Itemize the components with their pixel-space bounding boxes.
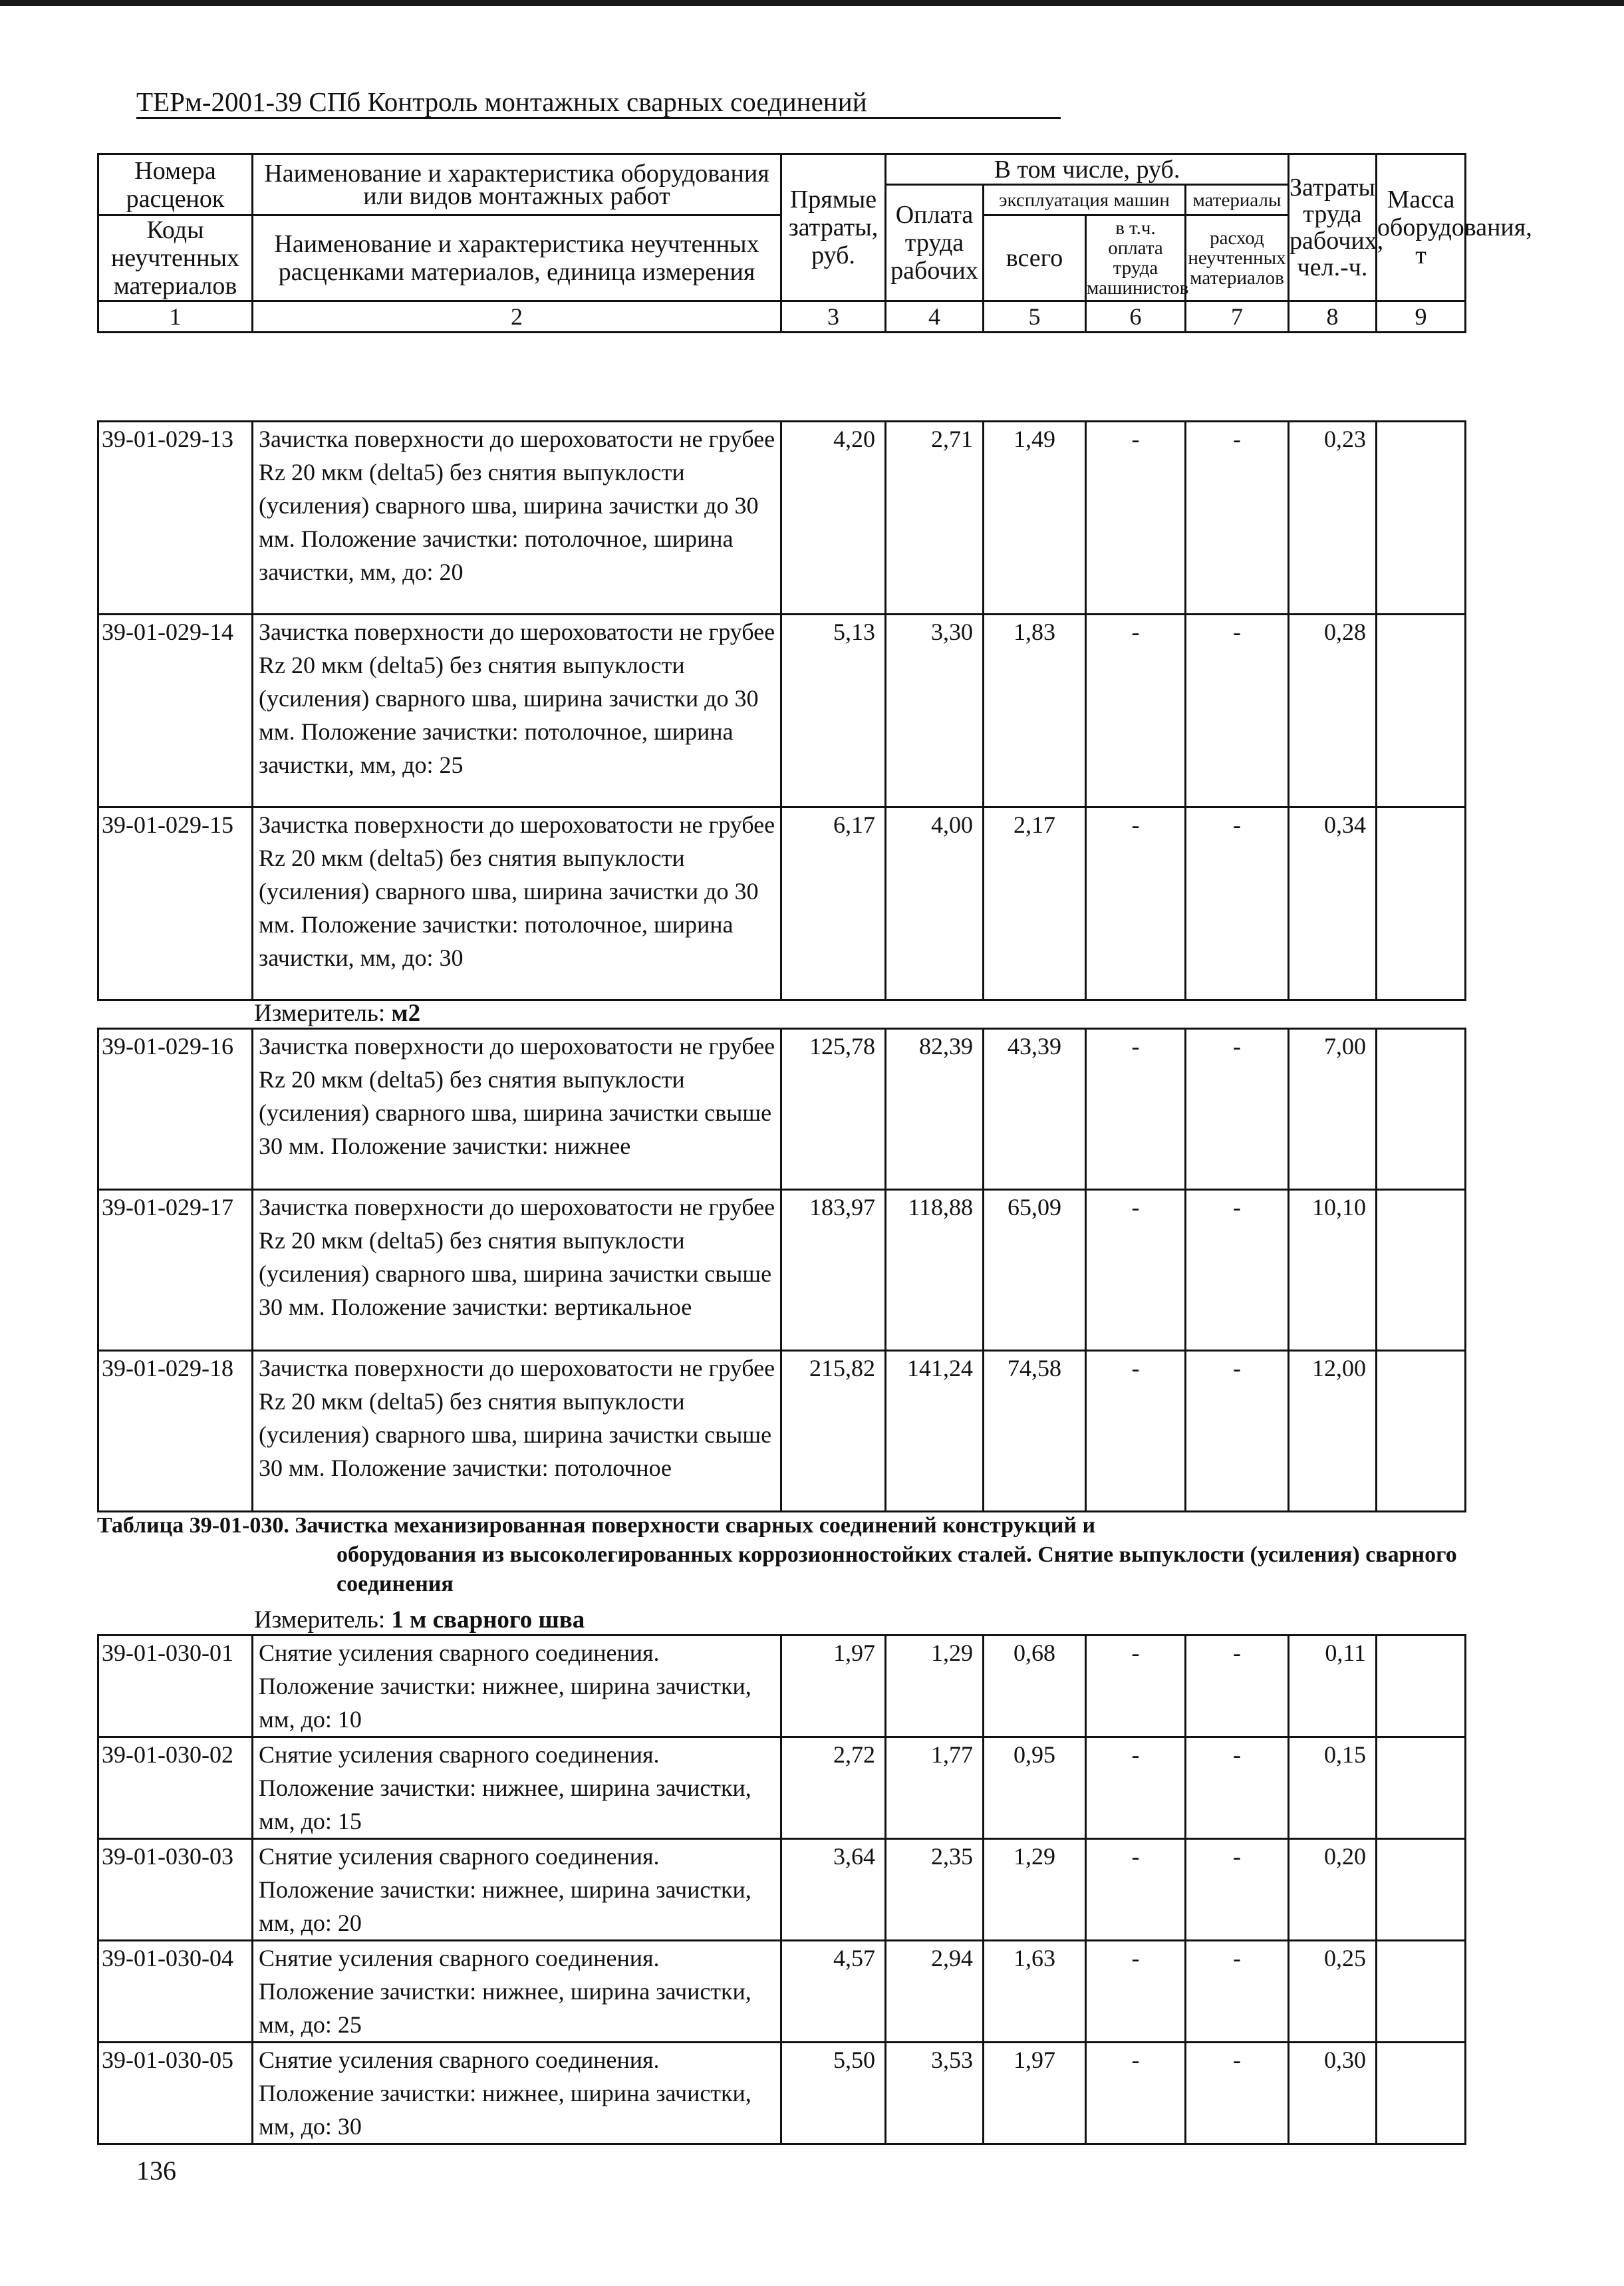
equipment-mass-value <box>1377 422 1466 615</box>
header-direct-costs: Прямые затраты, руб. <box>781 154 886 301</box>
work-description: Зачистка поверхности до шероховатости не грубее Rz 20 мкм (delta5) без снятия выпуклости (усиления) сварного шва, ширина зачистки свыше 30 мм. Положение зачистки: потолочное <box>253 1351 781 1512</box>
material-usage-value: - <box>1186 1351 1289 1512</box>
material-usage-value: - <box>1186 1029 1289 1190</box>
machines-total-value: 0,95 <box>984 1737 1086 1839</box>
machines-total-value: 1,49 <box>984 422 1086 615</box>
machinist-pay-value: - <box>1086 2043 1186 2144</box>
title-underline <box>136 117 1061 119</box>
table-row <box>98 1029 1466 1190</box>
col-number: 1 <box>98 301 253 333</box>
equipment-mass-value <box>1377 1351 1466 1512</box>
rate-code: 39-01-030-04 <box>98 1941 253 2043</box>
work-description: Снятие усиления сварного соединения. Положение зачистки: нижнее, ширина зачистки, мм, до: 15 <box>253 1737 781 1839</box>
table-row <box>98 1190 1466 1351</box>
work-description: Снятие усиления сварного соединения. Положение зачистки: нижнее, ширина зачистки, мм, до: 20 <box>253 1839 781 1941</box>
equipment-mass-value <box>1377 1941 1466 2043</box>
labor-hours-value: 0,34 <box>1289 807 1377 1000</box>
labor-hours-value: 12,00 <box>1289 1351 1377 1512</box>
worker-pay-value: 118,88 <box>886 1190 984 1351</box>
equipment-mass-value <box>1377 1029 1466 1190</box>
material-usage-value: - <box>1186 1190 1289 1351</box>
machines-total-value: 1,83 <box>984 615 1086 807</box>
equipment-mass-value <box>1377 1636 1466 1737</box>
col-number: 8 <box>1289 301 1377 333</box>
header-worker-pay: Оплата труда рабочих <box>886 185 984 301</box>
col-number: 6 <box>1086 301 1186 333</box>
measure-label: Измеритель: <box>254 1606 386 1634</box>
equipment-mass-value <box>1377 2043 1466 2144</box>
work-description: Снятие усиления сварного соединения. Положение зачистки: нижнее, ширина зачистки, мм, до: 30 <box>253 2043 781 2144</box>
col-number: 3 <box>781 301 886 333</box>
machinist-pay-value: - <box>1086 1839 1186 1941</box>
material-usage-value: - <box>1186 615 1289 807</box>
machinist-pay-value: - <box>1086 1351 1186 1512</box>
worker-pay-value: 1,77 <box>886 1737 984 1839</box>
machines-total-value: 2,17 <box>984 807 1086 1000</box>
machinist-pay-value: - <box>1086 807 1186 1000</box>
equipment-mass-value <box>1377 1839 1466 1941</box>
material-usage-value: - <box>1186 1941 1289 2043</box>
work-description: Зачистка поверхности до шероховатости не грубее Rz 20 мкм (delta5) без снятия выпуклости (усиления) сварного шва, ширина зачистки до 30 мм. Положение зачистки: потолочное, ширина зачистки, мм, до: 30 <box>253 807 781 1000</box>
work-description: Зачистка поверхности до шероховатости не грубее Rz 20 мкм (delta5) без снятия выпуклости (усиления) сварного шва, ширина зачистки свыше 30 мм. Положение зачистки: нижнее <box>253 1029 781 1190</box>
rate-code: 39-01-029-17 <box>98 1190 253 1351</box>
table-row <box>98 1941 1466 2043</box>
labor-hours-value: 0,25 <box>1289 1941 1377 2043</box>
col-number: 4 <box>886 301 984 333</box>
rates-table-b <box>97 1028 1466 1512</box>
header-labor-hours: Затраты труда рабочих, чел.-ч. <box>1289 154 1377 301</box>
equipment-mass-value <box>1377 807 1466 1000</box>
direct-costs-value: 4,20 <box>781 422 886 615</box>
table-row <box>98 422 1466 615</box>
table-row <box>98 1737 1466 1839</box>
labor-hours-value: 0,11 <box>1289 1636 1377 1737</box>
work-description: Зачистка поверхности до шероховатости не грубее Rz 20 мкм (delta5) без снятия выпуклости (усиления) сварного шва, ширина зачистки свыше 30 мм. Положение зачистки: вертикальное <box>253 1190 781 1351</box>
worker-pay-value: 3,53 <box>886 2043 984 2144</box>
header-machines: эксплуатация машин <box>984 185 1186 215</box>
header-codes: Номера расценок <box>98 154 253 215</box>
direct-costs-value: 215,82 <box>781 1351 886 1512</box>
worker-pay-value: 2,35 <box>886 1839 984 1941</box>
material-usage-value: - <box>1186 1737 1289 1839</box>
work-description: Снятие усиления сварного соединения. Положение зачистки: нижнее, ширина зачистки, мм, до: 25 <box>253 1941 781 2043</box>
equipment-mass-value <box>1377 1737 1466 1839</box>
machinist-pay-value: - <box>1086 1190 1186 1351</box>
worker-pay-value: 4,00 <box>886 807 984 1000</box>
worker-pay-value: 141,24 <box>886 1351 984 1512</box>
header-machinist-pay: в т.ч. оплата труда машинистов <box>1086 215 1186 301</box>
header-material-codes: Коды неучтенных материалов <box>98 215 253 301</box>
table-row <box>98 1636 1466 1737</box>
header-including: В том числе, руб. <box>886 154 1289 185</box>
rates-table-a <box>97 420 1466 1001</box>
direct-costs-value: 5,50 <box>781 2043 886 2144</box>
machinist-pay-value: - <box>1086 1737 1186 1839</box>
measure-unit-note <box>254 1604 585 1636</box>
machines-total-value: 1,63 <box>984 1941 1086 2043</box>
direct-costs-value: 1,97 <box>781 1636 886 1737</box>
table-caption <box>97 1511 1464 1599</box>
col-number: 9 <box>1377 301 1466 333</box>
direct-costs-value: 3,64 <box>781 1839 886 1941</box>
measure-unit: м2 <box>391 1000 421 1027</box>
table-row <box>98 1839 1466 1941</box>
header-work-name: Наименование и характеристика оборудования или видов монтажных работ <box>253 154 781 215</box>
rate-code: 39-01-029-15 <box>98 807 253 1000</box>
direct-costs-value: 2,72 <box>781 1737 886 1839</box>
scan-top-edge <box>0 0 1624 6</box>
table-row <box>98 615 1466 807</box>
material-usage-value: - <box>1186 2043 1289 2144</box>
machinist-pay-value: - <box>1086 615 1186 807</box>
page-number: 136 <box>136 2156 176 2186</box>
direct-costs-value: 183,97 <box>781 1190 886 1351</box>
machines-total-value: 0,68 <box>984 1636 1086 1737</box>
table-row <box>98 2043 1466 2144</box>
worker-pay-value: 2,94 <box>886 1941 984 2043</box>
material-usage-value: - <box>1186 422 1289 615</box>
table-caption-rest: оборудования из высоколегированных коррозионностойких сталей. Снятие выпуклости (усиления) сварного соединения <box>337 1542 1457 1596</box>
work-description: Зачистка поверхности до шероховатости не грубее Rz 20 мкм (delta5) без снятия выпуклости (усиления) сварного шва, ширина зачистки до 30 мм. Положение зачистки: потолочное, ширина зачистки, мм, до: 25 <box>253 615 781 807</box>
material-usage-value: - <box>1186 807 1289 1000</box>
col-number: 5 <box>984 301 1086 333</box>
machines-total-value: 1,97 <box>984 2043 1086 2144</box>
header-material-usage: расход неучтенных материалов <box>1186 215 1289 301</box>
direct-costs-value: 125,78 <box>781 1029 886 1190</box>
worker-pay-value: 3,30 <box>886 615 984 807</box>
labor-hours-value: 0,30 <box>1289 2043 1377 2144</box>
equipment-mass-value <box>1377 1190 1466 1351</box>
measure-unit-note <box>254 998 420 1030</box>
measure-label: Измеритель: <box>254 1000 386 1027</box>
machinist-pay-value: - <box>1086 1941 1186 2043</box>
table-row <box>98 807 1466 1000</box>
direct-costs-value: 5,13 <box>781 615 886 807</box>
equipment-mass-value <box>1377 615 1466 807</box>
rate-code: 39-01-030-01 <box>98 1636 253 1737</box>
rate-code: 39-01-029-16 <box>98 1029 253 1190</box>
worker-pay-value: 1,29 <box>886 1636 984 1737</box>
work-description: Снятие усиления сварного соединения. Положение зачистки: нижнее, ширина зачистки, мм, до: 10 <box>253 1636 781 1737</box>
machinist-pay-value: - <box>1086 1029 1186 1190</box>
header-materials: материалы <box>1186 185 1289 215</box>
rate-code: 39-01-029-18 <box>98 1351 253 1512</box>
worker-pay-value: 82,39 <box>886 1029 984 1190</box>
measure-unit: 1 м сварного шва <box>391 1606 585 1634</box>
labor-hours-value: 0,28 <box>1289 615 1377 807</box>
header-machines-total: всего <box>984 215 1086 301</box>
col-number: 7 <box>1186 301 1289 333</box>
machines-total-value: 65,09 <box>984 1190 1086 1351</box>
machines-total-value: 1,29 <box>984 1839 1086 1941</box>
rate-code: 39-01-029-14 <box>98 615 253 807</box>
material-usage-value: - <box>1186 1636 1289 1737</box>
labor-hours-value: 10,10 <box>1289 1190 1377 1351</box>
header-equipment-mass: Масса оборудования, т <box>1377 154 1466 301</box>
material-usage-value: - <box>1186 1839 1289 1941</box>
rates-table-c <box>97 1634 1466 2145</box>
machines-total-value: 43,39 <box>984 1029 1086 1190</box>
machinist-pay-value: - <box>1086 422 1186 615</box>
labor-hours-value: 7,00 <box>1289 1029 1377 1190</box>
running-title: ТЕРм-2001-39 СПб Контроль монтажных сварных соединений <box>136 86 867 117</box>
column-header-table <box>97 153 1532 333</box>
rate-code: 39-01-030-05 <box>98 2043 253 2144</box>
direct-costs-value: 4,57 <box>781 1941 886 2043</box>
col-number: 2 <box>253 301 781 333</box>
header-material-name: Наименование и характеристика неучтенных расценками материалов, единица измерения <box>253 215 781 301</box>
labor-hours-value: 0,15 <box>1289 1737 1377 1839</box>
worker-pay-value: 2,71 <box>886 422 984 615</box>
table-caption-line1: Таблица 39-01-030. Зачистка механизированная поверхности сварных соединений конструкций и <box>97 1513 1096 1538</box>
machinist-pay-value: - <box>1086 1636 1186 1737</box>
direct-costs-value: 6,17 <box>781 807 886 1000</box>
work-description: Зачистка поверхности до шероховатости не грубее Rz 20 мкм (delta5) без снятия выпуклости (усиления) сварного шва, ширина зачистки до 30 мм. Положение зачистки: потолочное, ширина зачистки, мм, до: 20 <box>253 422 781 615</box>
rate-code: 39-01-030-02 <box>98 1737 253 1839</box>
table-row <box>98 1351 1466 1512</box>
rate-code: 39-01-030-03 <box>98 1839 253 1941</box>
labor-hours-value: 0,23 <box>1289 422 1377 615</box>
machines-total-value: 74,58 <box>984 1351 1086 1512</box>
rate-code: 39-01-029-13 <box>98 422 253 615</box>
labor-hours-value: 0,20 <box>1289 1839 1377 1941</box>
